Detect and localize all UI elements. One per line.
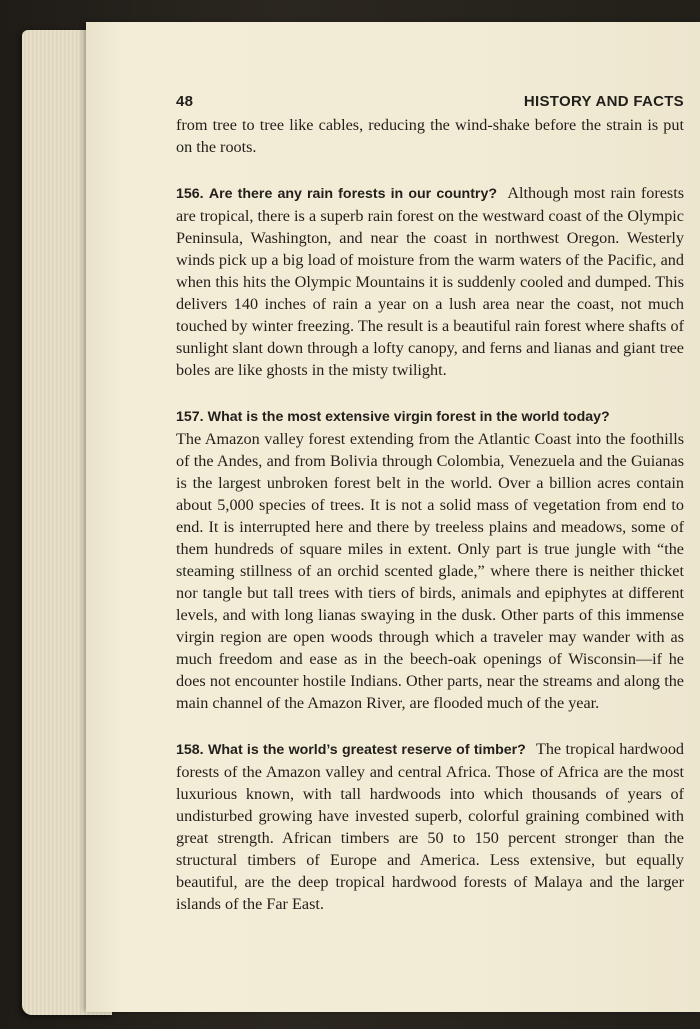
entry-question: Are there any rain forests in our country? [208,186,498,202]
entry-158 [176,738,684,915]
page-text [176,88,684,915]
entry-number: 158. [176,742,204,758]
entry-number: 156. [176,186,204,202]
entry-answer: Although most rain forests are tropical, there is a superb rain forest on the westward coast of the Olympic Peninsula, Washington, and near the coast in northwest Oregon. Westerly winds pick up a big load of moisture from the warm waters of the Pacific, and when this hits the Olympic Mountains it is suddenly cooled and dumped. This delivers 140 inches of rain a year on a lush area near the coast, not much touched by winter freezing. The result is a beautiful rain forest where shafts of sunlight slant down through a lofty canopy, and ferns and lianas and giant tree boles are like ghosts in the misty twilight. [176,184,685,379]
continuation-paragraph: from tree to tree like cables, reducing the wind-shake before the strain is put on the roots. [176,116,684,156]
entry-157 [176,405,684,714]
entry-question: What is the world’s greatest reserve of timber? [208,742,526,758]
entry-number: 157. [176,409,204,425]
entry-answer: The Amazon valley forest extending from the Atlantic Coast into the foothills of the Andes, and from Bolivia through Colombia, Venezuela and the Guianas is the largest unbroken forest belt in the world. Over a billion acres contain about 5,000 species of trees. It is not a solid mass of vegetation from end to end. It is interrupted here and there by treeless plains and meadows, some of them hundreds of square miles in extent. Only part is true jungle with “the steaming stillness of an orchid scented glade,” where there is neither thicket nor tangle but tall trees with tiers of birds, animals and epiphytes at different levels, and with long lianas swaying in the dusk. Other parts of this immense virgin region are open woods through which a traveler may wander with as much freedom and ease as in the beech-oak openings of Wisconsin—if he does not encounter hostile Indians. Other parts, near the streams and along the main channel of the Amazon River, are flooded much of the year. [176,430,684,712]
entry-156 [176,182,684,381]
running-head [176,93,684,110]
entry-answer: The tropical hardwood forests of the Amazon valley and central Africa. Those of Africa are the most luxurious known, with tall hardwoods into which thousands of years of undisturbed growing have invested superb, colorful graining combined with great strength. African timbers are 50 to 150 percent stronger than the structural timbers of Europe and America. Less extensive, but equally beautiful, are the deep tropical hardwood forests of Malaya and the larger islands of the Far East. [176,740,685,913]
entry-question: What is the most extensive virgin forest in the world today? [207,409,610,425]
running-title: HISTORY AND FACTS [523,93,684,110]
page-number: 48 [176,93,194,110]
